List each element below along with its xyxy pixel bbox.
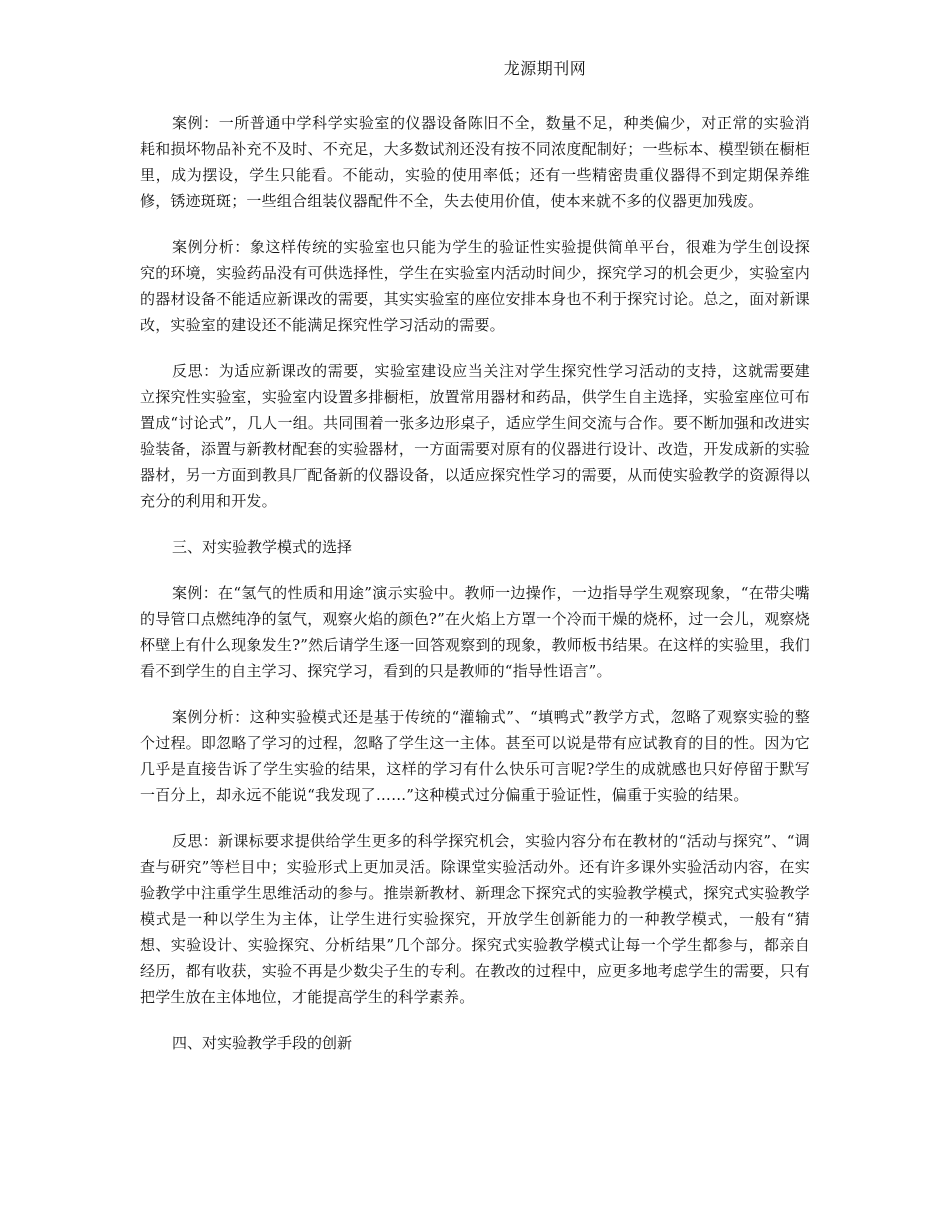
paragraph-case-1: 案例：一所普通中学科学实验室的仪器设备陈旧不全，数量不足，种类偏少，对正常的实验消耗和损坏物品补充不及时、不充足，大多数试剂还没有按不同浓度配制好；一些标本、模型锁在橱柜里，成为摆设，学生只能看。不能动，实验的使用率低；还有一些精密贵重仪器得不到定期保养维修，锈迹斑斑；一些组合组装仪器配件不全，失去使用价值，使本来就不多的仪器更加残废。 <box>140 114 810 210</box>
paragraph-case-analysis-1: 案例分析：象这样传统的实验室也只能为学生的验证性实验提供简单平台，很难为学生创设探究的环境，实验药品没有可供选择性，学生在实验室内活动时间少，探究学习的机会更少，实验室内的器材设备不能适应新课改的需要，其实实验室的座位安排本身也不利于探究讨论。总之，面对新课改，实验室的建设还不能满足探究性学习活动的需要。 <box>140 238 810 334</box>
section-heading-4: 四、对实验教学手段的创新 <box>172 1034 353 1052</box>
paragraph-reflection-1: 反思：为适应新课改的需要，实验室建设应当关注对学生探究性学习活动的支持，这就需要建立探究性实验室，实验室内设置多排橱柜，放置常用器材和药品，供学生自主选择，实验室座位可布置成“讨论式”，几人一组。共同围着一张多边形桌子，适应学生间交流与合作。要不断加强和改进实验装备，添置与新教材配套的实验器材，一方面需要对原有的仪器进行设计、改造，开发成新的实验器材，另一方面到教具厂配备新的仪器设备，以适应探究性学习的需要，从而使实验教学的资源得以充分的利用和开发。 <box>140 362 810 510</box>
paragraph-case-analysis-2: 案例分析：这种实验模式还是基于传统的“灌输式”、“填鸭式”教学方式，忽略了观察实验的整个过程。即忽略了学习的过程，忽略了学生这一主体。甚至可以说是带有应试教育的目的性。因为它几乎是直接告诉了学生实验的结果，这样的学习有什么快乐可言呢?学生的成就感也只好停留于默写一百分上，却永远不能说“我发现了……”这种模式过分偏重于验证性，偏重于实验的结果。 <box>140 708 810 804</box>
page-header-title: 龙源期刊网 <box>503 59 587 78</box>
paragraph-case-2: 案例：在“氢气的性质和用途”演示实验中。教师一边操作，一边指导学生观察现象，“在带尖嘴的导管口点燃纯净的氢气，观察火焰的颜色?”在火焰上方罩一个冷而干燥的烧杯，过一会儿，观察烧杯壁上有什么现象发生?”然后请学生逐一回答观察到的现象，教师板书结果。在这样的实验里，我们看不到学生的自主学习、探究学习，看到的只是教师的“指导性语言”。 <box>140 584 810 680</box>
paragraph-reflection-2: 反思：新课标要求提供给学生更多的科学探究机会，实验内容分布在教材的“活动与探究”、“调查与研究”等栏目中；实验形式上更加灵活。除课堂实验活动外。还有许多课外实验活动内容，在实验教学中注重学生思维活动的参与。推崇新教材、新理念下探究式的实验教学模式，探究式实验教学模式是一种以学生为主体，让学生进行实验探究，开放学生创新能力的一种教学模式，一般有“猜想、实验设计、实验探究、分析结果”几个部分。探究式实验教学模式让每一个学生都参与，都亲自经历，都有收获，实验不再是少数尖子生的专利。在教改的过程中，应更多地考虑学生的需要，只有把学生放在主体地位，才能提高学生的科学素养。 <box>140 832 810 1006</box>
article-body <box>140 110 810 1076</box>
section-heading-3: 三、对实验教学模式的选择 <box>172 538 353 556</box>
